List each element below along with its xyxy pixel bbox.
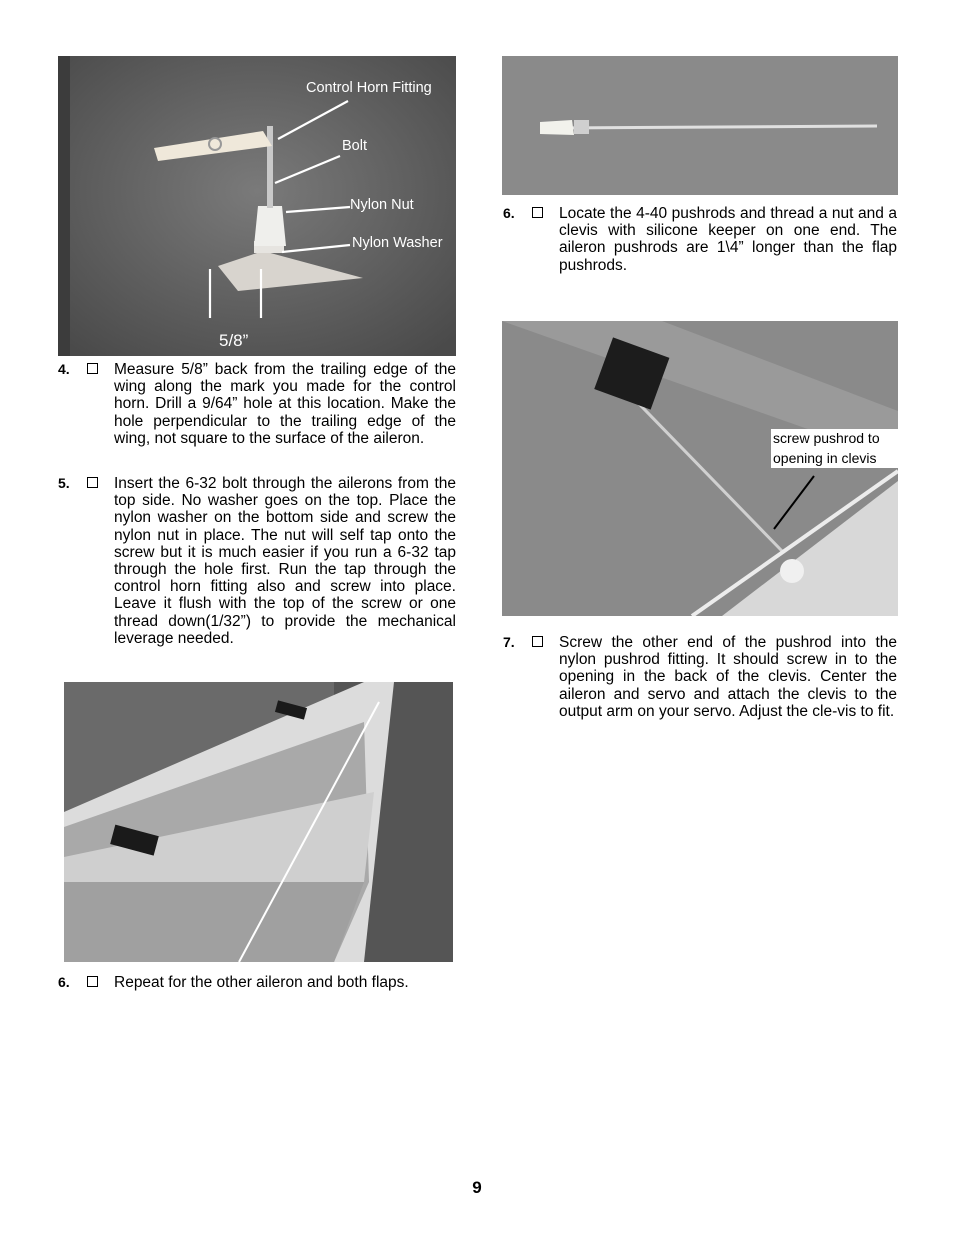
step-text: Repeat for the other aileron and both flaps.: [114, 974, 409, 991]
measurement-label: 5/8”: [219, 331, 249, 350]
step-text: Measure 5/8” back from the trailing edge of the wing along the mark you made for the control horn. Drill a 9/64” hole at this location. Make the hole perpendicular to the trailing edge of the wing, not square to the surface of the aileron.: [114, 361, 456, 447]
checkbox[interactable]: [532, 636, 543, 647]
step-number: 7.: [503, 634, 515, 650]
step-text: Screw the other end of the pushrod into the nylon pushrod fitting. It should screw in to the opening in the back of the clevis. Center the aileron and servo and attach the clevis to the output arm on your servo. Adjust the cle-vis to fit.: [559, 634, 897, 720]
step-number: 6.: [58, 974, 70, 990]
step-number: 4.: [58, 361, 70, 377]
servo-pushrod-photo: [502, 321, 898, 616]
pushrod-callout: screw pushrod to opening in clevis: [771, 429, 898, 468]
control-horn-photo: [58, 56, 456, 356]
step-number: 6.: [503, 205, 515, 221]
step-text: Insert the 6-32 bolt through the ailerons from the top side. No washer goes on the top. Place the nylon washer on the bottom side and screw the nylon nut in place. The nut will self tap onto the screw but it is much easier if you run a 6-32 tap through the hole first. Run the tap through the control horn fitting also and screw into place. Leave it flush with the top of the screw or one thread down(1/32”) to provide the mechanical leverage needed.: [114, 475, 456, 647]
step-text: Locate the 4-40 pushrods and thread a nut and a clevis with silicone keeper on one end. The aileron pushrods are 1\4” longer than the flap pushrods.: [559, 205, 897, 274]
checkbox[interactable]: [532, 207, 543, 218]
wing-servos-photo: [64, 682, 453, 962]
bolt-label: Bolt: [342, 138, 367, 154]
checkbox[interactable]: [87, 976, 98, 987]
nylon-nut-label: Nylon Nut: [350, 197, 414, 213]
control-horn-fitting-label: Control Horn Fitting: [306, 80, 432, 96]
page-number: 9: [472, 1178, 482, 1197]
checkbox[interactable]: [87, 363, 98, 374]
step-number: 5.: [58, 475, 70, 491]
pushrod-photo: [502, 56, 898, 195]
nylon-washer-label: Nylon Washer: [352, 235, 443, 251]
checkbox[interactable]: [87, 477, 98, 488]
